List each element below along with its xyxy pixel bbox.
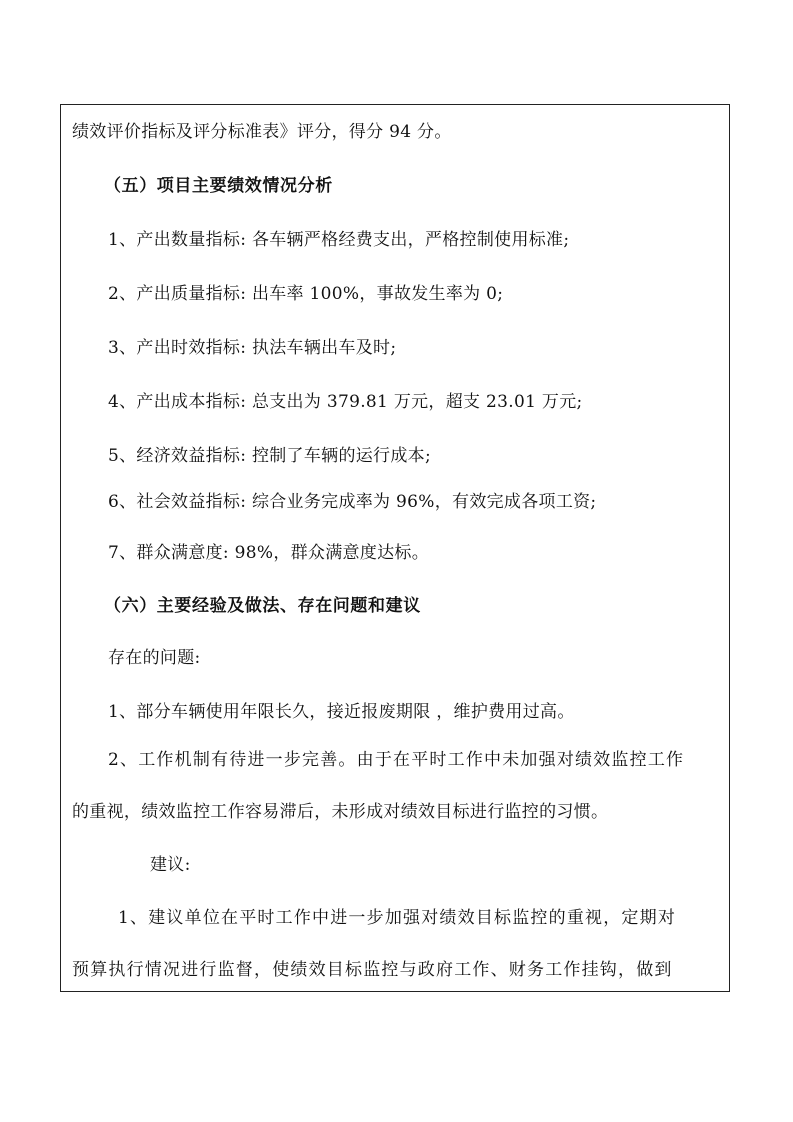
list-item-problem-1: 1、部分车辆使用年限长久，接近报废期限 ，维护费用过高。 [108,702,575,722]
list-item-social-benefit: 6、社会效益指标: 综合业务完成率为 96%，有效完成各项工资; [108,492,597,512]
list-item-suggestion-1-cont: 预算执行情况进行监督，使绩效目标监控与政府工作、财务工作挂钩，做到 [72,960,673,980]
text-line-problems-label: 存在的问题: [108,648,201,668]
list-item-satisfaction: 7、群众满意度: 98%，群众满意度达标。 [108,543,430,563]
list-item-economic-benefit: 5、经济效益指标: 控制了车辆的运行成本; [108,446,431,466]
list-item-suggestion-1: 1、建议单位在平时工作中进一步加强对绩效目标监控的重视，定期对 [118,908,677,928]
list-item-output-quantity: 1、产出数量指标: 各车辆严格经费支出，严格控制使用标准; [108,230,570,250]
list-item-problem-2-cont: 的重视，绩效监控工作容易滞后，未形成对绩效目标进行监控的习惯。 [72,802,609,822]
text-line-suggestions-label: 建议: [150,855,191,875]
section-heading-5: （五）项目主要绩效情况分析 [104,176,333,196]
list-item-problem-2: 2、工作机制有待进一步完善。由于在平时工作中未加强对绩效监控工作 [108,750,685,770]
section-heading-6: （六）主要经验及做法、存在问题和建议 [104,596,421,616]
text-line-score: 绩效评价指标及评分标准表》评分，得分 94 分。 [72,122,452,142]
list-item-output-cost: 4、产出成本指标: 总支出为 379.81 万元，超支 23.01 万元; [108,392,583,412]
list-item-output-timeliness: 3、产出时效指标: 执法车辆出车及时; [108,338,397,358]
list-item-output-quality: 2、产出质量指标: 出车率 100%，事故发生率为 0; [108,284,504,304]
